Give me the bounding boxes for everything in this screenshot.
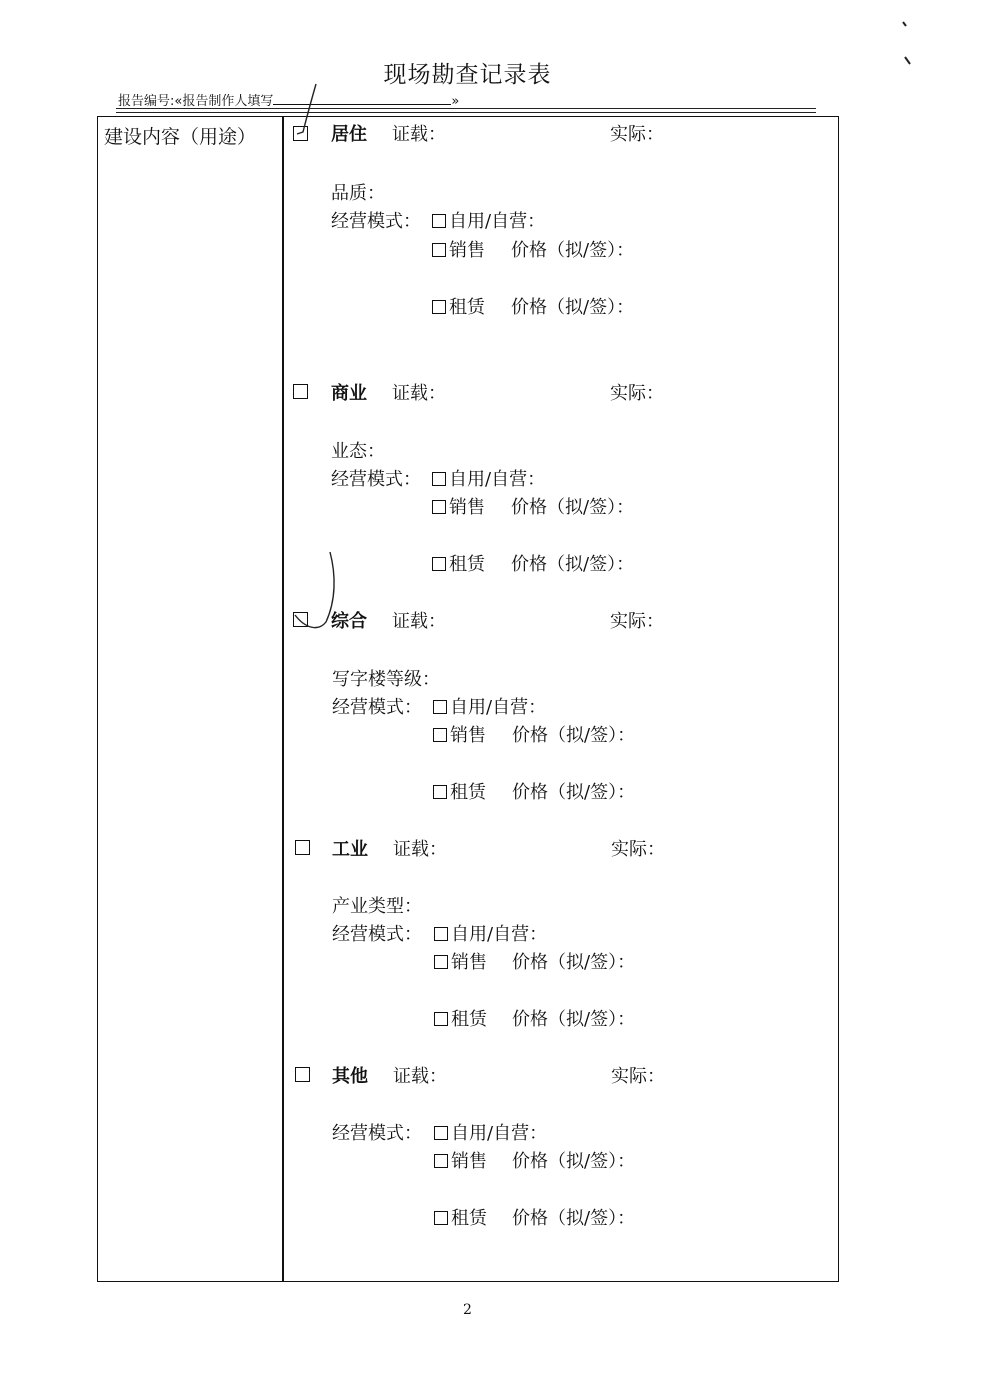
business-mode-label: 经营模式： (332, 924, 422, 945)
sale-label: 销售 (449, 497, 485, 518)
certificate-label: 证载： (392, 383, 446, 404)
sale-label: 销售 (451, 952, 487, 973)
quality-label: 品质： (331, 183, 385, 204)
certificate-label: 证载： (393, 839, 447, 860)
certificate-label: 证载： (393, 1066, 447, 1087)
sale-price-label: 价格（拟/签）： (511, 240, 635, 261)
actual-label: 实际： (611, 839, 665, 860)
section-name: 工业 (332, 839, 368, 860)
business-mode-label: 经营模式： (332, 1123, 422, 1144)
certificate-label: 证载： (392, 124, 446, 145)
page-title: 现场勘查记录表 (383, 62, 552, 88)
self-use-label: 自用/自营： (451, 1123, 548, 1144)
self-use-label: 自用/自营： (451, 924, 548, 945)
section-name: 商业 (331, 383, 367, 404)
rent-label: 租赁 (451, 1208, 487, 1229)
section-name: 其他 (332, 1066, 368, 1087)
business-type-label: 业态： (331, 441, 385, 462)
pen-stroke-mixed-use (295, 552, 334, 628)
business-mode-label: 经营模式： (331, 211, 421, 232)
rent-label: 租赁 (449, 297, 485, 318)
section-name: 居住 (331, 124, 367, 145)
sale-label: 销售 (450, 725, 486, 746)
page-number: 2 (463, 1302, 472, 1318)
business-mode-label: 经营模式： (331, 469, 421, 490)
self-use-label: 自用/自营： (449, 211, 546, 232)
certificate-label: 证载： (392, 611, 446, 632)
sale-price-label: 价格（拟/签）： (512, 952, 636, 973)
construction-content-label: 建设内容（用途） (104, 126, 257, 148)
sale-label: 销售 (451, 1151, 487, 1172)
report-number-close: » (451, 94, 460, 109)
business-mode-label: 经营模式： (332, 697, 422, 718)
rent-price-label: 价格（拟/签）： (512, 782, 636, 803)
rent-label: 租赁 (450, 782, 486, 803)
sale-price-label: 价格（拟/签）： (511, 497, 635, 518)
sale-price-label: 价格（拟/签）： (512, 1151, 636, 1172)
rent-price-label: 价格（拟/签）： (512, 1009, 636, 1030)
speck-mark-2 (905, 57, 910, 64)
sale-price-label: 价格（拟/签）： (512, 725, 636, 746)
actual-label: 实际： (610, 611, 664, 632)
self-use-label: 自用/自营： (450, 697, 547, 718)
industry-type-label: 产业类型： (332, 896, 422, 917)
speck-mark-1 (903, 22, 906, 26)
rent-label: 租赁 (451, 1009, 487, 1030)
actual-label: 实际： (610, 383, 664, 404)
rent-price-label: 价格（拟/签）： (511, 297, 635, 318)
sale-label: 销售 (449, 240, 485, 261)
actual-label: 实际： (610, 124, 664, 145)
actual-label: 实际： (611, 1066, 665, 1087)
rent-price-label: 价格（拟/签）： (512, 1208, 636, 1229)
office-grade-label: 写字楼等级： (332, 669, 440, 690)
section-name: 综合 (331, 611, 367, 632)
rent-price-label: 价格（拟/签）： (511, 554, 635, 575)
report-number-label: 报告编号:«报告制作人填写 (118, 94, 274, 109)
pen-stroke-residential (297, 84, 316, 134)
rent-label: 租赁 (449, 554, 485, 575)
self-use-label: 自用/自营： (449, 469, 546, 490)
